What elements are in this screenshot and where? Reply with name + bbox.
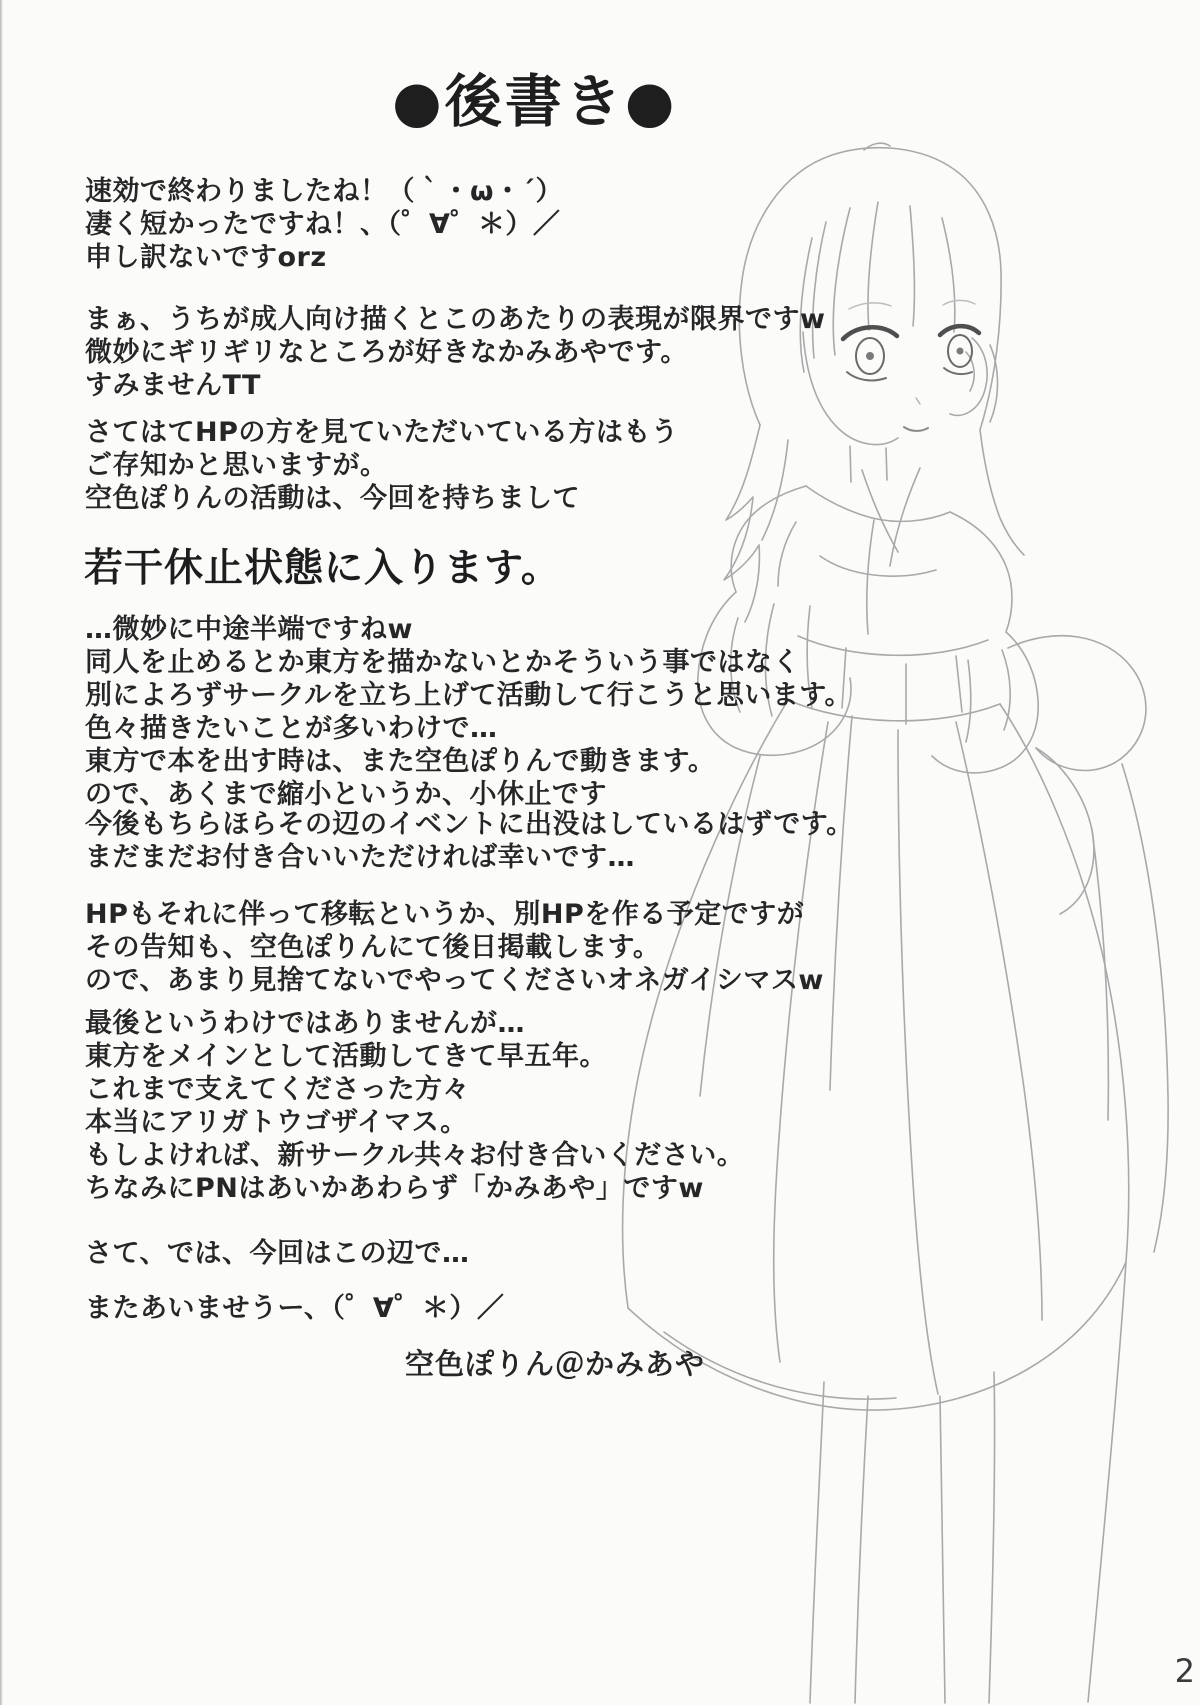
text-line: その告知も、空色ぽりんにて後日掲載します。 xyxy=(85,932,661,963)
text-line: 色々描きたいことが多いわけで… xyxy=(85,713,498,744)
text-line: 凄く短かったですね！、（゜∀゜＊）／ xyxy=(85,209,561,240)
text-line: まぁ、うちが成人向け描くとこのあたりの表現が限界ですw xyxy=(85,304,826,335)
hiatus-announcement: 若干休止状態に入ります。 xyxy=(84,546,561,591)
text-line: 申し訳ないですorz xyxy=(85,242,327,273)
text-line: 今後もちらほらその辺のイベントに出没はしているはずです。 xyxy=(85,809,854,840)
author-signature: 空色ぽりん＠かみあや xyxy=(405,1347,706,1381)
text-line: ご存知かと思いますが。 xyxy=(85,450,388,481)
text-line: 東方をメインとして活動してきて早五年。 xyxy=(85,1041,607,1072)
text-line: 最後というわけではありませんが… xyxy=(85,1008,525,1039)
text-line: HPもそれに伴って移転というか、別HPを作る予定ですが xyxy=(85,899,805,930)
text-line: 速効で終わりましたね！（｀・ω・´） xyxy=(85,176,563,207)
text-line: ので、あまり見捨てないでやってくださいオネガイシマスw xyxy=(85,965,824,996)
text-line: 本当にアリガトウゴザイマス。 xyxy=(85,1107,468,1138)
afterword-paragraph xyxy=(85,1237,469,1270)
afterword-paragraph xyxy=(85,613,852,811)
text-line: ので、あくまで縮小というか、小休止です xyxy=(85,779,607,810)
text-line: さてはてHPの方を見ていただいている方はもう xyxy=(85,417,679,448)
text-line: 東方で本を出す時は、また空色ぽりんで動きます。 xyxy=(85,746,716,777)
afterword-paragraph xyxy=(85,416,678,515)
text-line: まだまだお付き合いいただければ幸いです… xyxy=(85,842,635,873)
text-line: またあいませうー、（゜∀゜＊）／ xyxy=(85,1293,505,1324)
text-line: もしよければ、新サークル共々お付き合いください。 xyxy=(85,1140,745,1171)
text-line: これまで支えてくださった方々 xyxy=(85,1074,470,1105)
afterword-paragraph xyxy=(85,303,825,402)
afterword-paragraph xyxy=(85,1007,744,1205)
text-line: 同人を止めるとか東方を描かないとかそういう事ではなく xyxy=(85,647,800,678)
page-number: 2 xyxy=(1174,1652,1195,1690)
text-line: すみませんTT xyxy=(85,370,261,401)
afterword-paragraph xyxy=(85,898,824,997)
afterword-paragraph xyxy=(85,1292,504,1325)
afterword-paragraph xyxy=(85,175,563,274)
afterword-paragraph xyxy=(85,808,854,874)
text-line: 微妙にギリギリなところが好きなかみあやです。 xyxy=(85,337,688,368)
text-line: 別によろずサークルを立ち上げて活動して行こうと思います。 xyxy=(85,680,853,711)
text-line: …微妙に中途半端ですねw xyxy=(85,614,413,645)
text-line: ちなみにPNはあいかあわらず「かみあや」ですw xyxy=(85,1173,704,1204)
page-title: ●後書き● xyxy=(392,69,678,135)
text-line: さて、では、今回はこの辺で… xyxy=(85,1238,470,1269)
text-line: 空色ぽりんの活動は、今回を持ちまして xyxy=(85,483,580,514)
